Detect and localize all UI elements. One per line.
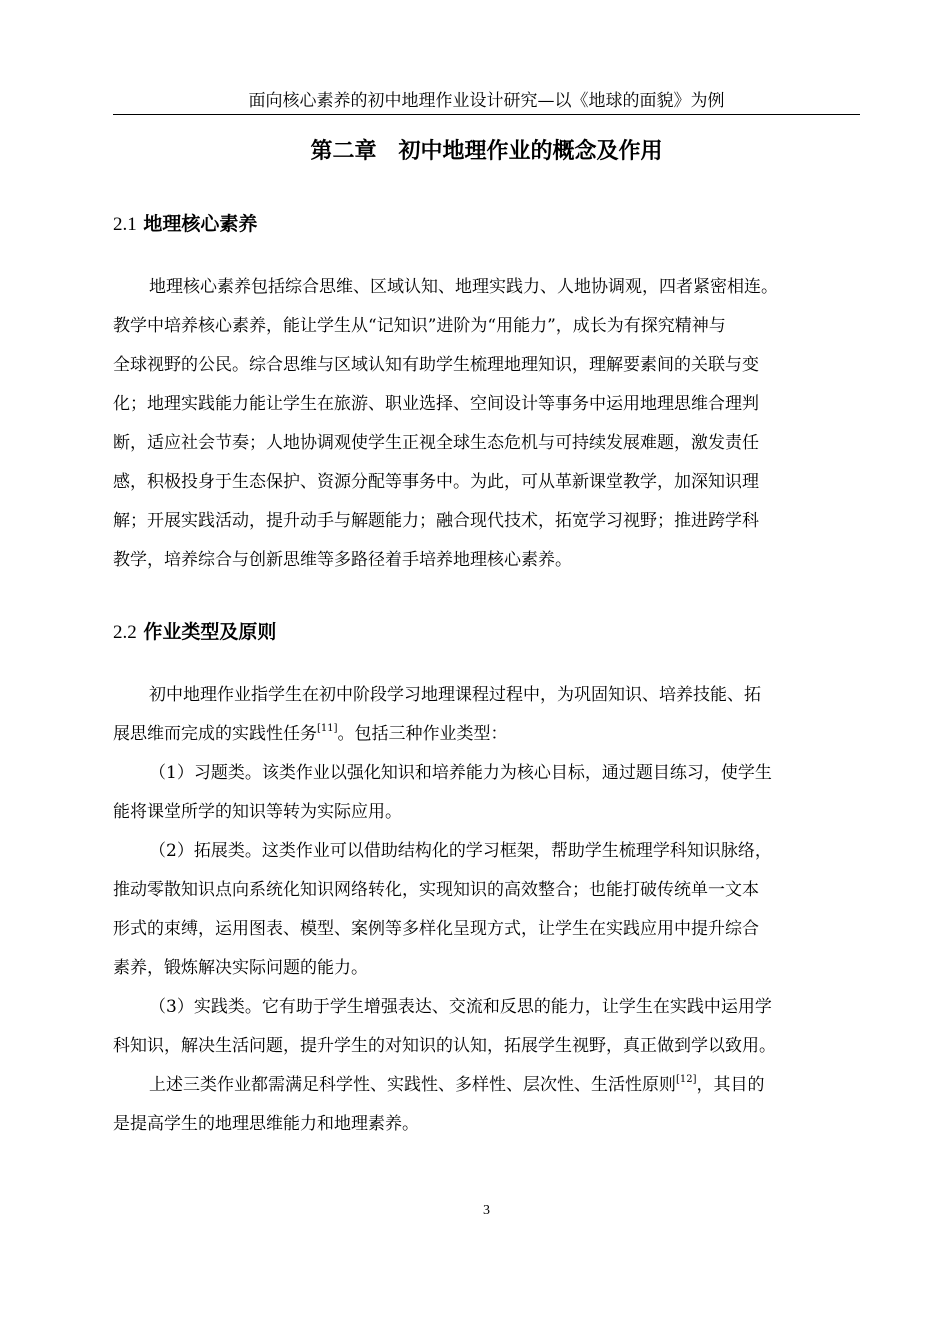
text-line: 是提高学生的地理思维能力和地理素养。	[113, 1114, 419, 1134]
text-line: 感，积极投身于生态保护、资源分配等事务中。为此，可从革新课堂教学，加深知识理	[113, 472, 759, 492]
text-run: ，其目的	[696, 1075, 765, 1095]
running-header: 面向核心素养的初中地理作业设计研究—以《地球的面貌》为例	[113, 90, 860, 115]
paragraph-item-practice	[113, 988, 860, 1066]
text-line: 形式的束缚，运用图表、模型、案例等多样化呈现方式，让学生在实践应用中提升综合	[113, 919, 759, 939]
citation-ref: [11]	[317, 723, 338, 734]
text-line: （2）拓展类。这类作业可以借助结构化的学习框架，帮助学生梳理学科知识脉络，	[149, 841, 772, 861]
section-number: 2.2	[113, 622, 137, 643]
paragraph-item-exercise	[113, 754, 860, 832]
section-title: 地理核心素养	[143, 213, 258, 235]
page-number: 3	[483, 1203, 490, 1218]
section-title: 作业类型及原则	[143, 621, 277, 643]
section-heading-2-2	[113, 618, 276, 647]
text-line: 推动零散知识点向系统化知识网络转化，实现知识的高效整合；也能打破传统单一文本	[113, 880, 759, 900]
paragraph-core-literacy	[113, 268, 860, 580]
section-number: 2.1	[113, 214, 137, 235]
text-line: 化；地理实践能力能让学生在旅游、职业选择、空间设计等事务中运用地理思维合理判	[113, 394, 759, 414]
text-line: 教学中培养核心素养，能让学生从“记知识”进阶为“用能力”，成长为有探究精神与	[113, 316, 726, 336]
text-line: （1）习题类。该类作业以强化知识和培养能力为核心目标，通过题目练习，使学生	[149, 763, 772, 783]
section-heading-2-1	[113, 210, 257, 239]
text-line: 地理核心素养包括综合思维、区域认知、地理实践力、人地协调观，四者紧密相连。	[149, 277, 778, 297]
text-run: 上述三类作业都需满足科学性、实践性、多样性、层次性、生活性原则	[149, 1075, 676, 1095]
chapter-title: 第二章 初中地理作业的概念及作用	[310, 139, 663, 164]
text-line: 能将课堂所学的知识等转为实际应用。	[113, 802, 402, 822]
text-line: 解；开展实践活动，提升动手与解题能力；融合现代技术，拓宽学习视野；推进跨学科	[113, 511, 759, 531]
paragraph-item-extension	[113, 832, 860, 988]
text-run: 展思维而完成的实践性任务	[113, 724, 317, 744]
text-run: 。包括三种作业类型：	[337, 724, 508, 744]
text-line: （3）实践类。它有助于学生增强表达、交流和反思的能力，让学生在实践中运用学	[149, 997, 772, 1017]
paragraph-homework-definition	[113, 676, 860, 754]
text-line: 断，适应社会节奏；人地协调观使学生正视全球生态危机与可持续发展难题，激发责任	[113, 433, 759, 453]
citation-ref: [12]	[676, 1074, 697, 1085]
text-line: 科知识，解决生活问题，提升学生的对知识的认知，拓展学生视野，真正做到学以致用。	[113, 1036, 776, 1056]
paragraph-summary	[113, 1066, 860, 1144]
text-line: 素养，锻炼解决实际问题的能力。	[113, 958, 368, 978]
text-line	[113, 715, 860, 754]
text-line: 初中地理作业指学生在初中阶段学习地理课程过程中，为巩固知识、培养技能、拓	[149, 685, 761, 705]
text-line	[113, 1066, 860, 1105]
text-line: 全球视野的公民。综合思维与区域认知有助学生梳理地理知识，理解要素间的关联与变	[113, 355, 759, 375]
text-line: 教学，培养综合与创新思维等多路径着手培养地理核心素养。	[113, 550, 572, 570]
